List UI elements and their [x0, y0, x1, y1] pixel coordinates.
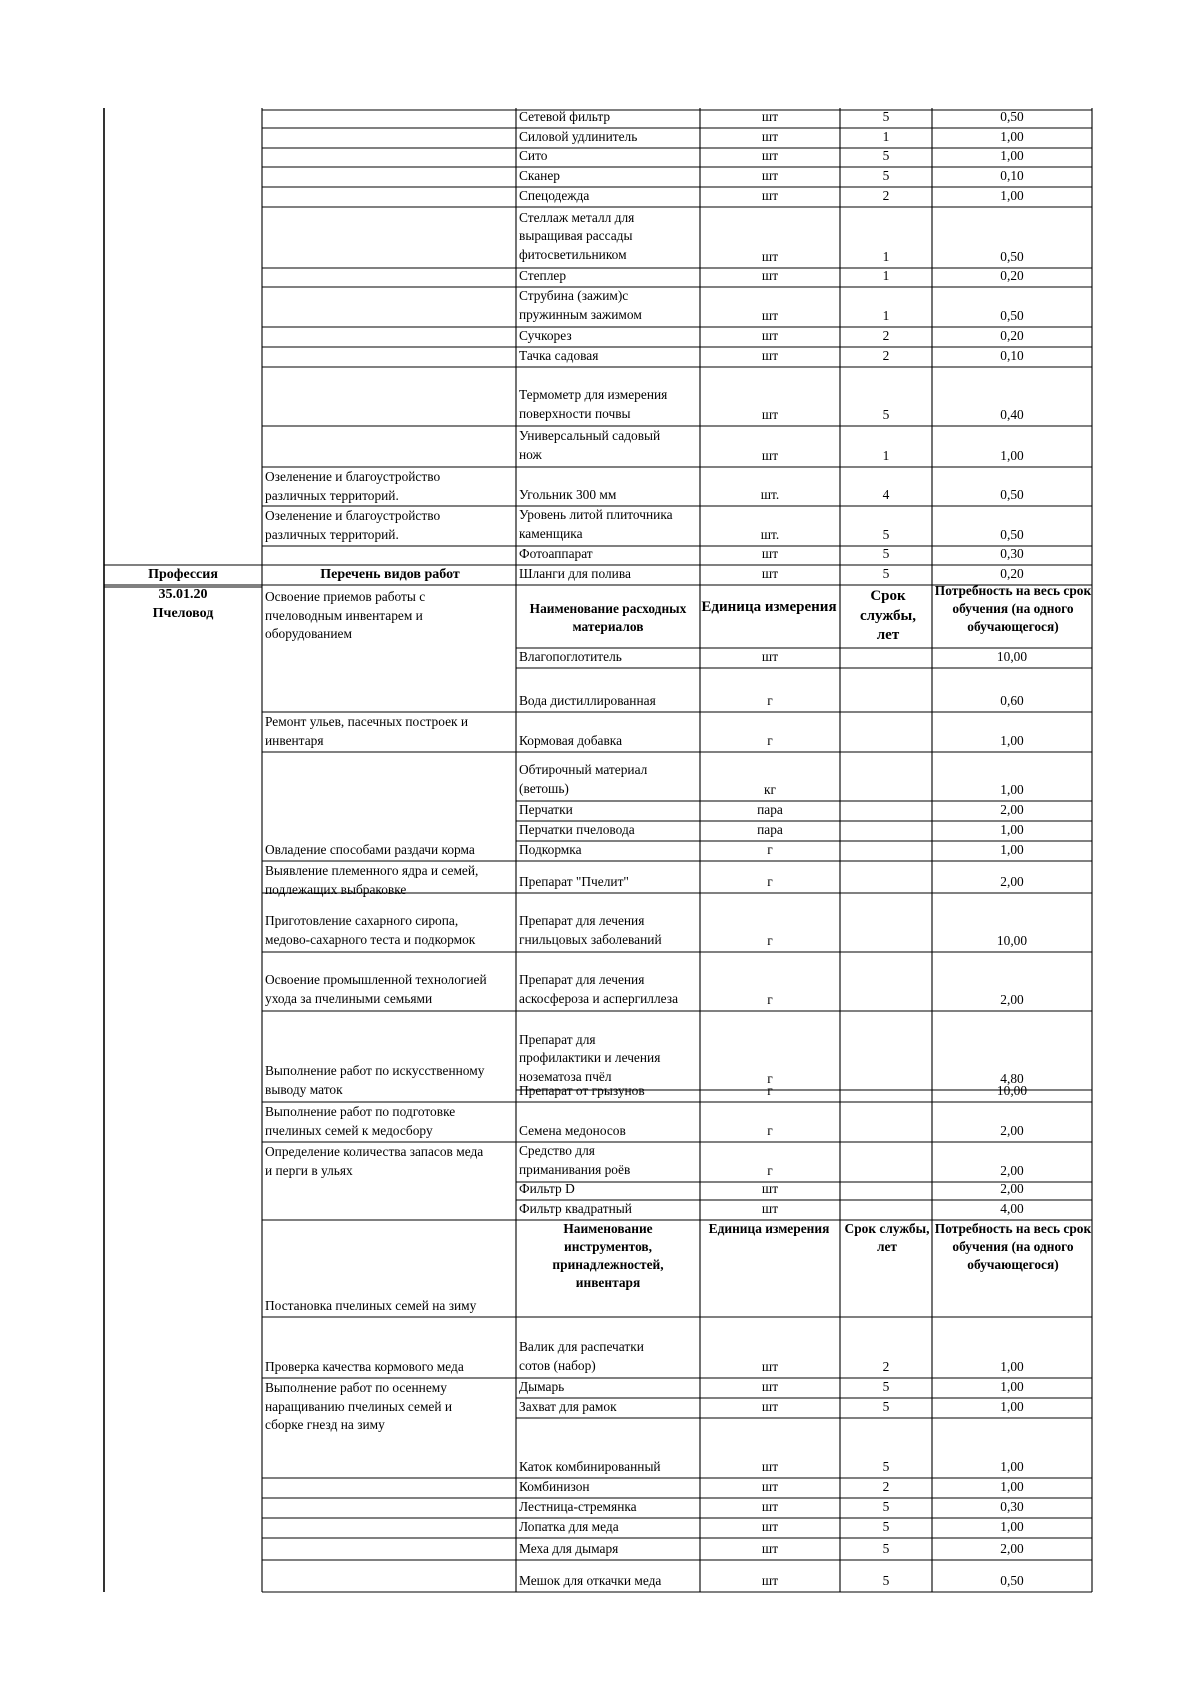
item-need: 0,10 [1000, 347, 1024, 363]
item-unit: шт [761, 1540, 779, 1556]
work-type-line: Проверка качества кормового меда [265, 1358, 464, 1374]
item-need: 0,50 [1000, 526, 1024, 542]
work-type-line: различных территорий. [265, 526, 399, 542]
item-name-line: Вода дистиллированная [519, 692, 656, 708]
item-name-line: Меха для дымаря [519, 1540, 619, 1556]
item-term: 5 [882, 1518, 890, 1534]
item-name-line: Мешок для откачки меда [519, 1572, 662, 1588]
item-need: 2,00 [1000, 1540, 1024, 1556]
work-type-line: Озеленение и благоустройство [265, 508, 441, 523]
item-unit: шт [761, 1498, 779, 1514]
item-need: 10,00 [996, 1082, 1028, 1098]
item-unit: шт [761, 565, 779, 581]
item-term: 5 [882, 1572, 890, 1588]
work-type-line: Овладение способами раздачи корма [265, 841, 475, 857]
item-name [519, 1398, 697, 1417]
item-term: 4 [882, 486, 890, 502]
item-term: 5 [882, 526, 890, 542]
item-term: 5 [882, 406, 890, 422]
work-type [265, 713, 515, 750]
work-type-line: пчеловодным инвентарем и [265, 607, 423, 623]
item-unit: шт [761, 108, 779, 124]
item-name-line: сотов (набор) [519, 1357, 596, 1373]
item-need: 1,00 [1000, 187, 1024, 203]
item-need: 1,00 [1000, 732, 1024, 748]
item-name-line: Перчатки пчеловода [519, 821, 635, 837]
work-type [265, 912, 515, 949]
materials-header-need: Потребность на весь срок обучения (на одного обучающегося) [934, 583, 1092, 634]
work-type [265, 468, 515, 505]
item-term: 5 [882, 167, 890, 183]
item-need: 0,50 [1000, 486, 1024, 502]
work-type [265, 971, 515, 1008]
item-term: 5 [882, 1458, 890, 1474]
work-type-line: наращиванию пчелиных семей и [265, 1398, 453, 1414]
item-need: 1,00 [1000, 1358, 1024, 1374]
item-name [519, 267, 697, 286]
item-name-line: Угольник 300 мм [519, 486, 617, 502]
item-name [519, 1082, 697, 1101]
item-unit: шт [761, 128, 779, 144]
item-term: 2 [882, 1478, 890, 1494]
item-name [519, 761, 697, 798]
work-type-line: Выполнение работ по подготовке [265, 1104, 456, 1119]
item-term: 5 [882, 1540, 890, 1556]
item-name-line: Препарат для лечения [519, 972, 645, 987]
item-name-line: Спецодежда [519, 187, 590, 203]
item-unit: шт [761, 327, 779, 343]
item-term: 2 [882, 347, 890, 363]
item-need: 1,00 [1000, 821, 1024, 837]
item-unit: шт [761, 147, 779, 163]
work-type-line: инвентаря [265, 732, 324, 748]
work-type [265, 1062, 515, 1099]
work-type-line: Приготовление сахарного сиропа, [265, 913, 459, 928]
item-need: 4,80 [1000, 1070, 1024, 1086]
item-need: 0,50 [1000, 307, 1024, 323]
work-type [265, 507, 515, 544]
item-term: 5 [882, 1378, 890, 1394]
work-type-line: различных территорий. [265, 487, 399, 503]
item-name-line: поверхности почвы [519, 405, 631, 421]
item-need: 0,60 [1000, 692, 1024, 708]
item-term: 5 [882, 147, 890, 163]
item-name-line: нож [519, 446, 542, 462]
item-term: 5 [882, 1498, 890, 1514]
item-need: 2,00 [1000, 873, 1024, 889]
item-name [519, 1122, 697, 1141]
item-name-line: Сучкорез [519, 327, 572, 343]
item-unit: шт [761, 307, 779, 323]
item-need: 10,00 [996, 932, 1028, 948]
item-name [519, 1458, 697, 1477]
item-unit: г [767, 692, 773, 708]
item-unit: шт [761, 347, 779, 363]
item-need: 0,10 [1000, 167, 1024, 183]
item-term: 1 [882, 128, 890, 144]
item-unit: шт [761, 648, 779, 664]
item-unit: шт [761, 447, 779, 463]
item-name-line: приманивания роёв [519, 1161, 631, 1177]
item-name [519, 801, 697, 820]
item-name-line: гнильцовых заболеваний [519, 931, 662, 947]
item-unit: шт [761, 1478, 779, 1494]
item-name [519, 1478, 697, 1497]
item-need: 1,00 [1000, 128, 1024, 144]
item-need: 0,50 [1000, 1572, 1024, 1588]
item-unit: шт [761, 1518, 779, 1534]
item-name-line: Силовой удлинитель [519, 128, 638, 144]
item-name [519, 648, 697, 667]
item-name-line: каменщика [519, 525, 583, 541]
item-name [519, 128, 697, 147]
item-name [519, 506, 697, 543]
item-need: 0,50 [1000, 248, 1024, 264]
item-term: 1 [882, 267, 890, 283]
item-name [519, 692, 697, 711]
item-name-line: профилактики и лечения [519, 1050, 661, 1065]
item-need: 0,20 [1000, 267, 1024, 283]
item-name [519, 147, 697, 166]
item-name-line: Препарат "Пчелит" [519, 873, 629, 889]
item-name-line: аскосфероза и аспергиллеза [519, 990, 679, 1006]
item-name [519, 1572, 697, 1591]
item-need: 0,20 [1000, 327, 1024, 343]
item-name [519, 821, 697, 840]
item-name-line: Тачка садовая [519, 347, 599, 363]
item-name-line: Фильтр квадратный [519, 1200, 632, 1216]
item-name [519, 187, 697, 206]
item-name [519, 209, 697, 265]
item-unit: г [767, 841, 773, 857]
item-name-line: нозематоза пчёл [519, 1068, 612, 1084]
item-need: 2,00 [1000, 991, 1024, 1007]
work-type-line: выводу маток [265, 1081, 343, 1097]
item-name [519, 1200, 697, 1219]
work-type-line: оборудованием [265, 626, 352, 641]
tools-header-need: Потребность на весь срок обучения (на одного обучающегося) [934, 1221, 1092, 1272]
work-type [265, 841, 515, 860]
item-need: 0,50 [1000, 108, 1024, 124]
item-term: 2 [882, 327, 890, 343]
item-name-line: Валик для распечатки [519, 1339, 644, 1354]
item-unit: шт [761, 248, 779, 264]
item-term: 1 [882, 307, 890, 323]
item-name-line: Обтирочный материал [519, 762, 648, 777]
header-profession-label: Профессия [148, 567, 218, 582]
item-unit: шт [761, 545, 779, 561]
item-unit: шт [761, 1358, 779, 1374]
item-name [519, 565, 697, 584]
item-need: 0,30 [1000, 1498, 1024, 1514]
item-name-line: Универсальный садовый [519, 428, 661, 443]
item-name-line: Стеллаж металл для [519, 209, 635, 225]
item-unit: г [767, 1122, 773, 1138]
item-name [519, 873, 697, 892]
item-unit: пара [757, 801, 783, 817]
item-unit: шт [761, 1572, 779, 1588]
tools-header-term: Срок службы, лет [844, 1221, 930, 1254]
item-unit: шт [761, 267, 779, 283]
item-need: 2,00 [1000, 1180, 1024, 1196]
work-type-line: сборке гнезд на зиму [265, 1417, 385, 1432]
item-name-line: Дымарь [519, 1378, 565, 1394]
tools-header-unit: Единица измерения [708, 1221, 830, 1236]
item-unit: шт [761, 1180, 779, 1196]
item-name-line: Лестница-стремянка [519, 1498, 637, 1514]
item-name-line: Струбина (зажим)с [519, 288, 629, 303]
work-type-line: Выполнение работ по осеннему [265, 1380, 447, 1395]
item-unit: г [767, 991, 773, 1007]
item-need: 1,00 [1000, 781, 1024, 797]
item-name [519, 427, 697, 464]
item-name-line: Сканер [519, 167, 560, 183]
item-unit: кг [764, 781, 776, 797]
item-unit: г [767, 1070, 773, 1086]
item-need: 1,00 [1000, 447, 1024, 463]
item-unit: шт [761, 1398, 779, 1414]
item-name [519, 1031, 697, 1087]
work-type-line: Ремонт ульев, пасечных построек и [265, 714, 469, 729]
item-term: 2 [882, 1358, 890, 1374]
item-need: 1,00 [1000, 147, 1024, 163]
item-name [519, 167, 697, 186]
materials-header-unit: Единица измерения [701, 599, 837, 615]
item-name-line: Препарат от грызунов [519, 1082, 645, 1098]
item-name [519, 1142, 697, 1179]
item-name-line: Препарат для [519, 1031, 596, 1047]
work-type [265, 1103, 515, 1140]
item-need: 0,40 [1000, 406, 1024, 422]
item-name [519, 1518, 697, 1537]
item-name-line: Средство для [519, 1143, 595, 1158]
item-need: 1,00 [1000, 1378, 1024, 1394]
item-unit: шт [761, 1458, 779, 1474]
work-type-line: медово-сахарного теста и подкормок [265, 931, 476, 947]
work-type-line: Освоение промышленной технологией [265, 972, 487, 987]
work-type [265, 1379, 515, 1435]
item-term: 5 [882, 108, 890, 124]
item-name-line: Препарат для лечения [519, 913, 645, 928]
item-unit: шт [761, 1200, 779, 1216]
item-unit: шт [761, 167, 779, 183]
profession-name: Пчеловод [152, 606, 214, 621]
tools-header-name: Наименование инструментов, принадлежностей, инвентаря [552, 1221, 664, 1290]
materials-header-name: Наименование расходных материалов [529, 601, 687, 634]
work-type-line: Определение количества запасов меда [265, 1144, 484, 1159]
item-unit: шт. [760, 526, 780, 542]
work-type-line: Выявление племенного ядра и семей, [265, 863, 479, 878]
item-name [519, 386, 697, 423]
item-name [519, 1378, 697, 1397]
item-name-line: Сито [519, 147, 548, 163]
item-name-line: Подкормка [519, 841, 582, 857]
item-name-line: Захват для рамок [519, 1398, 617, 1414]
item-unit: г [767, 1082, 773, 1098]
work-type-line: Постановка пчелиных семей на зиму [265, 1297, 477, 1313]
work-type-line: ухода за пчелиными семьями [265, 990, 433, 1006]
item-unit: шт [761, 1378, 779, 1394]
item-need: 1,00 [1000, 1478, 1024, 1494]
item-need: 2,00 [1000, 801, 1024, 817]
item-name [519, 287, 697, 324]
item-need: 0,30 [1000, 545, 1024, 561]
item-name [519, 486, 697, 505]
work-type-line: Освоение приемов работы с [265, 589, 426, 604]
item-unit: пара [757, 821, 783, 837]
item-name-line: Комбинизон [519, 1478, 590, 1494]
item-term: 5 [882, 565, 890, 581]
item-need: 1,00 [1000, 1458, 1024, 1474]
item-need: 2,00 [1000, 1122, 1024, 1138]
header-works-label: Перечень видов работ [320, 567, 460, 582]
work-type-line: подлежащих выбраковке [265, 881, 407, 897]
item-unit: г [767, 932, 773, 948]
item-name-line: Степлер [519, 267, 567, 283]
work-type-line: пчелиных семей к медосбору [265, 1122, 433, 1138]
item-name [519, 1540, 697, 1559]
item-term: 5 [882, 545, 890, 561]
item-unit: шт. [760, 486, 780, 502]
item-name [519, 108, 697, 127]
work-type [265, 1297, 515, 1316]
item-name-line: пружинным зажимом [519, 306, 642, 322]
item-name [519, 971, 697, 1008]
item-term: 2 [882, 187, 890, 203]
work-type [265, 862, 515, 899]
item-need: 0,20 [1000, 565, 1024, 581]
item-name [519, 327, 697, 346]
work-type-line: и перги в ульях [265, 1162, 353, 1178]
item-name-line: Перчатки [519, 801, 573, 817]
work-type [265, 588, 515, 644]
item-name-line: Каток комбинированный [519, 1458, 661, 1474]
item-name-line: Кормовая добавка [519, 732, 623, 748]
item-name-line: Уровень литой плиточника [519, 507, 673, 522]
item-need: 10,00 [996, 648, 1028, 664]
work-type-line: Выполнение работ по искусственному [265, 1063, 485, 1078]
work-type [265, 1358, 515, 1377]
item-name [519, 1180, 697, 1199]
item-name-line: Фильтр D [519, 1180, 575, 1196]
item-name-line: фитосветильником [519, 246, 627, 262]
item-name [519, 1498, 697, 1517]
item-name-line: Семена медоносов [519, 1122, 626, 1138]
item-term: 1 [882, 447, 890, 463]
item-name-line: выращивая рассады [519, 228, 633, 243]
item-unit: г [767, 1162, 773, 1178]
item-unit: г [767, 873, 773, 889]
item-need: 1,00 [1000, 841, 1024, 857]
item-name-line: Фотоаппарат [519, 545, 593, 561]
item-name [519, 841, 697, 860]
item-name-line: Термометр для измерения [519, 387, 668, 402]
work-type-line: Озеленение и благоустройство [265, 469, 441, 484]
profession-code: 35.01.20 [158, 587, 208, 602]
item-name [519, 347, 697, 366]
item-name [519, 912, 697, 949]
item-unit: г [767, 732, 773, 748]
item-name [519, 732, 697, 751]
item-term: 1 [882, 248, 890, 264]
item-need: 1,00 [1000, 1398, 1024, 1414]
item-name-line: Шланги для полива [519, 565, 631, 581]
item-unit: шт [761, 406, 779, 422]
item-name [519, 1338, 697, 1375]
item-name-line: (ветошь) [519, 780, 569, 796]
work-type [265, 1143, 515, 1180]
item-need: 2,00 [1000, 1162, 1024, 1178]
item-name-line: Лопатка для меда [519, 1518, 619, 1534]
item-name-line: Влагопоглотитель [519, 648, 622, 664]
item-unit: шт [761, 187, 779, 203]
materials-header-term: Срок службы, лет [859, 588, 916, 643]
item-need: 4,00 [1000, 1200, 1024, 1216]
item-name [519, 545, 697, 564]
item-term: 5 [882, 1398, 890, 1414]
item-name-line: Сетевой фильтр [519, 108, 611, 124]
item-need: 1,00 [1000, 1518, 1024, 1534]
